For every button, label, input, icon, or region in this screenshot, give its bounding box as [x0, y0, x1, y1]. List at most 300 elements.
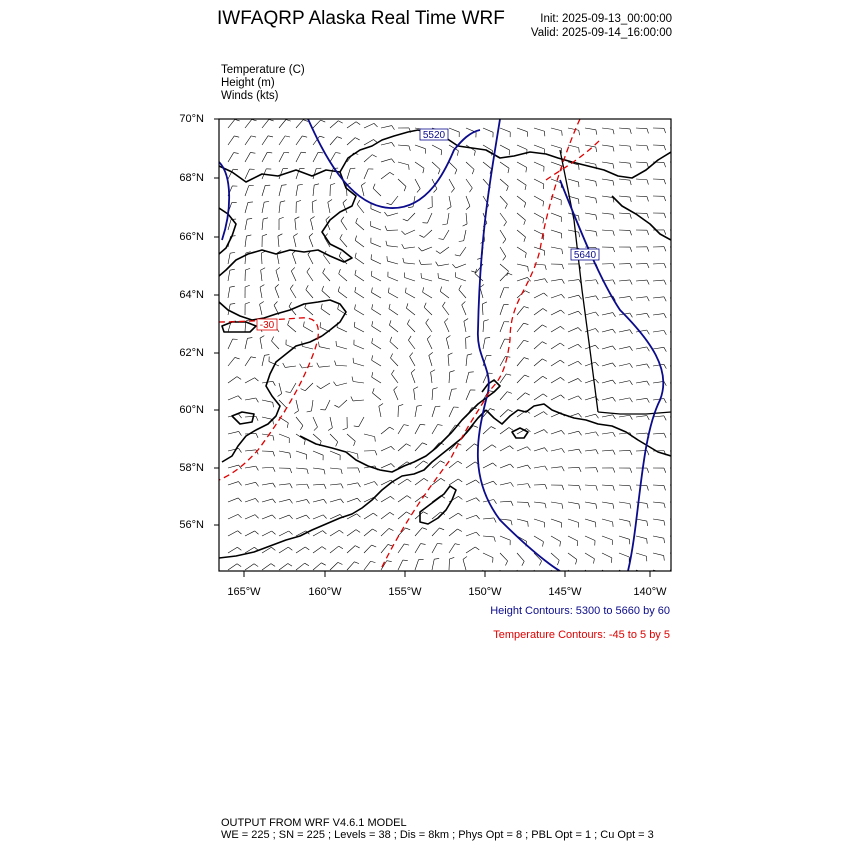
wind-barb — [401, 230, 415, 234]
wind-barb — [500, 230, 506, 243]
lat-label-62: 62°N — [179, 347, 204, 359]
wind-barb — [653, 433, 666, 438]
wind-barb — [414, 387, 418, 400]
wind-barb — [500, 322, 509, 332]
wind-barb — [351, 396, 364, 400]
wind-barb — [447, 196, 451, 209]
wind-barb — [466, 179, 472, 192]
wind-barb — [296, 120, 308, 128]
wind-barb — [372, 288, 381, 298]
wind-barb — [483, 337, 490, 349]
wind-barb — [279, 531, 293, 536]
wind-barb — [602, 329, 616, 333]
wind-barb — [517, 465, 531, 469]
wind-barb — [534, 342, 547, 349]
wind-barb — [415, 461, 428, 468]
wind-barb — [636, 297, 649, 301]
wind-barb — [602, 450, 615, 455]
wind-barb — [330, 152, 340, 162]
wind-barb — [402, 244, 415, 248]
wind-barb — [381, 464, 395, 468]
wind-barb — [585, 553, 594, 564]
wind-barb — [500, 428, 513, 434]
wind-barb — [371, 221, 381, 230]
wind-barb — [602, 519, 613, 527]
wind-barb — [534, 128, 545, 136]
wind-barb — [336, 341, 347, 349]
wind-barb — [279, 451, 291, 458]
wind-barb — [262, 467, 275, 472]
wind-barb — [585, 536, 595, 545]
wind-barb — [534, 466, 547, 470]
wind-barb — [636, 230, 649, 235]
height-contour-west — [219, 162, 229, 240]
wind-barb — [364, 123, 378, 128]
wind-barb — [670, 297, 683, 301]
wind-barb — [653, 416, 666, 420]
wind-barb — [415, 424, 425, 434]
wind-barb — [483, 427, 496, 434]
wind-barb — [483, 518, 496, 522]
wind-barb — [602, 230, 614, 236]
wind-barb — [245, 186, 254, 196]
wind-barb — [262, 400, 274, 407]
wind-barb — [500, 446, 513, 451]
wind-barb — [317, 363, 330, 367]
wind-barb — [245, 202, 253, 213]
wind-barb — [364, 513, 377, 519]
wind-barb — [398, 404, 403, 417]
wind-barb — [245, 398, 258, 402]
wind-barb — [500, 247, 506, 260]
wind-barb — [347, 530, 360, 536]
wind-barb — [406, 303, 415, 315]
wind-barb — [279, 152, 289, 162]
wind-barb — [228, 465, 242, 469]
wind-barb — [466, 336, 471, 349]
chart-title: IWFAQRP Alaska Real Time WRF — [217, 8, 505, 29]
wind-barb — [500, 553, 508, 565]
wind-barb — [653, 247, 666, 252]
wind-barb — [398, 179, 406, 191]
wind-barb — [384, 212, 398, 216]
wind-barb — [262, 152, 272, 162]
wind-barb — [551, 294, 565, 298]
wind-barb — [653, 330, 666, 334]
wind-barb — [339, 269, 347, 281]
wind-barb — [330, 562, 342, 570]
wind-barb — [260, 285, 264, 298]
wind-barb — [389, 304, 398, 315]
wind-barb — [381, 427, 394, 434]
wind-barb — [388, 272, 398, 281]
wind-barb — [483, 481, 497, 485]
wind-barb — [619, 468, 632, 473]
wind-barb — [585, 213, 597, 220]
wind-barb — [262, 381, 275, 385]
wind-barb — [422, 213, 432, 223]
wind-barb — [551, 570, 557, 583]
wind-barb — [294, 400, 298, 413]
wind-barb — [636, 313, 649, 317]
wind-barb — [585, 196, 597, 203]
wind-barb — [279, 217, 284, 230]
wind-barb — [602, 179, 614, 186]
wind-barb — [330, 121, 343, 128]
valid-time: Valid: 2025-09-14_16:00:00 — [530, 27, 672, 39]
wind-barb — [389, 320, 398, 332]
wind-barb — [404, 273, 415, 281]
wind-barb — [653, 347, 666, 351]
wind-barb — [455, 247, 466, 256]
wind-barb — [228, 531, 241, 536]
wind-barb — [355, 253, 364, 264]
wind-barb — [534, 179, 544, 189]
wind-barb — [483, 162, 492, 174]
seward-peninsula-coastline — [219, 172, 356, 276]
wind-barb — [670, 399, 683, 403]
wind-barb — [636, 196, 648, 201]
wind-barb — [279, 468, 292, 473]
wind-barb — [347, 168, 355, 179]
wind-barb — [466, 444, 479, 451]
coastlines — [219, 130, 671, 558]
temp-contour-east — [380, 119, 580, 571]
wind-barb — [361, 182, 365, 196]
height-contour-note: Height Contours: 5300 to 5660 by 60 — [490, 605, 670, 617]
wind-barb — [585, 128, 597, 135]
wind-barb — [260, 302, 264, 315]
wind-barb — [619, 364, 633, 368]
wind-barb — [517, 375, 529, 383]
wind-barb — [466, 532, 480, 536]
wind-barb — [636, 433, 649, 437]
wind-barb — [426, 319, 432, 332]
wind-barb — [670, 145, 683, 150]
wind-barb — [245, 285, 250, 298]
wind-barb — [670, 230, 683, 235]
wind-barb — [356, 218, 364, 230]
wind-barb — [294, 233, 298, 247]
wind-barb — [357, 200, 364, 213]
wind-barb — [429, 352, 433, 366]
wind-barb — [534, 325, 547, 332]
wind-barb — [670, 162, 683, 167]
lat-label-64: 64°N — [179, 289, 204, 301]
wind-barb — [636, 416, 649, 420]
wind-barb — [653, 196, 666, 201]
wind-barb — [670, 247, 683, 252]
wind-barb — [381, 496, 394, 502]
wind-barb — [636, 162, 648, 168]
wind-barb — [534, 213, 544, 223]
wind-barb — [670, 553, 682, 560]
wind-barb — [653, 297, 666, 301]
wind-barb — [410, 353, 415, 366]
wind-barb — [347, 138, 360, 145]
wind-barb — [415, 528, 427, 536]
wind-barb — [228, 269, 235, 281]
wind-barb — [330, 137, 342, 145]
wind-barb — [322, 286, 330, 298]
wind-barb — [415, 145, 425, 154]
wind-barb — [602, 213, 614, 219]
wind-barb — [534, 485, 547, 490]
wind-barb — [419, 230, 432, 237]
wind-barb — [312, 200, 317, 213]
wind-barb — [411, 369, 415, 383]
wind-barb — [245, 338, 252, 349]
canada-inland-border — [598, 412, 671, 414]
wind-barb — [333, 382, 347, 386]
wind-barb — [296, 184, 303, 196]
wind-barb — [466, 196, 470, 210]
wind-barb — [500, 162, 509, 173]
wind-barb — [432, 558, 439, 570]
wind-barb — [568, 344, 582, 349]
wind-barbs — [228, 119, 683, 583]
wind-barb — [353, 358, 364, 366]
wind-barb — [464, 319, 468, 332]
wind-barb — [602, 468, 615, 473]
wind-barb — [371, 238, 381, 247]
wind-barb — [619, 213, 631, 219]
wind-barb — [619, 264, 632, 269]
wind-barb — [568, 311, 582, 315]
wind-barb — [585, 230, 597, 236]
wind-barb — [347, 468, 360, 473]
wind-barb — [636, 247, 649, 252]
wind-barb — [228, 482, 242, 486]
wind-barb — [449, 461, 462, 468]
wind-barb — [619, 502, 631, 509]
wind-barb — [653, 536, 665, 543]
wind-barb — [653, 213, 666, 218]
wind-barb — [568, 467, 581, 472]
wind-barb — [619, 179, 631, 185]
wind-barb — [415, 559, 424, 570]
bristol-bay-coastline — [300, 432, 452, 472]
wind-barb — [568, 449, 581, 453]
wind-barb — [228, 357, 240, 366]
wind-barb — [440, 287, 449, 298]
wind-barb — [551, 213, 561, 222]
wind-barb — [290, 285, 296, 298]
wind-barb — [602, 485, 614, 491]
wind-barb — [568, 378, 582, 383]
wind-barb — [534, 570, 539, 584]
wind-barb — [386, 196, 398, 205]
wind-barb — [271, 336, 279, 349]
wind-barb — [296, 515, 310, 519]
lon-label-150: 150°W — [468, 586, 502, 598]
wind-barb — [228, 396, 242, 400]
yukon-delta-coastline — [222, 336, 322, 462]
wind-barb — [354, 340, 364, 349]
wind-barb — [279, 563, 292, 570]
wind-barb — [670, 179, 683, 184]
wind-barb — [245, 531, 258, 536]
wind-barb — [398, 479, 411, 485]
wind-barb — [354, 417, 364, 427]
wind-barb — [355, 270, 364, 281]
wind-barb — [670, 314, 683, 318]
wind-barb — [466, 515, 480, 519]
wind-barb — [313, 515, 327, 519]
wind-barb — [306, 285, 313, 298]
wind-barb — [636, 145, 648, 151]
wind-barb — [670, 570, 682, 577]
wind-barb — [398, 560, 408, 570]
wind-barb — [341, 217, 347, 230]
wind-barb — [403, 213, 415, 221]
wind-barb — [517, 484, 530, 488]
wind-barb — [568, 485, 581, 490]
wind-barb — [534, 279, 547, 283]
wind-barb — [619, 196, 631, 202]
wind-barb — [319, 342, 330, 349]
wind-barb — [313, 152, 323, 162]
wind-barb — [355, 236, 364, 247]
contour-label-temp-1 — [257, 319, 277, 331]
wind-barb — [228, 286, 235, 298]
lon-label-140: 140°W — [633, 586, 667, 598]
wind-barb — [415, 495, 428, 502]
wind-barb — [636, 519, 648, 526]
wind-barb — [602, 536, 612, 545]
wind-barb — [387, 256, 398, 264]
wind-barb — [286, 383, 296, 393]
canada-border — [560, 150, 598, 412]
svg-text:5520: 5520 — [422, 130, 446, 141]
wind-barb — [517, 323, 528, 332]
wind-barb — [308, 251, 313, 264]
wind-barb — [261, 251, 266, 264]
wind-barb — [534, 308, 547, 315]
wind-barb — [228, 153, 239, 162]
wind-barb — [585, 432, 598, 436]
wind-barb — [354, 322, 364, 332]
wind-barb — [347, 434, 355, 446]
wind-barb — [670, 331, 683, 335]
wind-barb — [653, 502, 665, 508]
wind-barb — [500, 179, 508, 191]
wind-barb — [419, 260, 432, 265]
wind-barb — [313, 531, 326, 536]
wind-barb — [653, 263, 666, 268]
wind-barb — [500, 501, 513, 506]
wind-barb — [568, 502, 580, 509]
wind-barb — [636, 536, 647, 544]
wind-barb — [551, 430, 565, 434]
wind-barb — [500, 339, 510, 349]
wind-barb — [602, 145, 614, 151]
wind-barb — [428, 196, 433, 209]
wind-barb — [364, 561, 375, 570]
lat-label-60: 60°N — [179, 404, 204, 416]
wind-barb — [551, 377, 564, 383]
lon-label-155: 155°W — [388, 586, 422, 598]
wind-barb — [442, 302, 449, 315]
wind-barb — [670, 536, 682, 543]
wind-barb — [436, 247, 449, 253]
wind-barb — [347, 122, 360, 128]
wind-barb — [500, 392, 512, 400]
wind-barb — [330, 183, 335, 196]
wind-barb — [355, 287, 364, 298]
wind-barb — [262, 499, 276, 503]
wind-barb — [372, 355, 381, 366]
wind-barb — [517, 247, 526, 258]
wind-barb — [466, 372, 474, 383]
wind-barb — [228, 498, 242, 502]
wind-barb — [670, 468, 683, 473]
wind-barb — [602, 363, 616, 367]
wind-barb — [619, 230, 632, 235]
wind-barb — [551, 326, 564, 332]
wind-barb — [585, 296, 598, 300]
wind-barb — [551, 247, 563, 254]
wind-barb — [653, 553, 664, 561]
wind-barb — [352, 377, 364, 383]
wind-barb — [449, 389, 457, 400]
wind-barb — [466, 480, 479, 485]
wind-barb — [517, 213, 525, 225]
wind-barb — [551, 467, 564, 471]
wind-barb — [323, 268, 330, 281]
wind-barb — [670, 348, 683, 352]
wind-barb — [602, 415, 615, 419]
wind-barb — [551, 536, 561, 546]
wind-barb — [313, 451, 323, 460]
wind-barb — [245, 218, 252, 230]
wind-barb — [636, 263, 649, 268]
wind-barb — [670, 485, 683, 490]
wind-barb — [438, 273, 449, 281]
wind-barb — [636, 451, 649, 456]
wind-barb — [245, 498, 259, 502]
wind-barb — [517, 340, 528, 349]
wind-barb — [602, 397, 616, 401]
wind-barb — [568, 145, 579, 153]
wind-barb — [500, 196, 507, 209]
wind-barb — [228, 339, 238, 349]
wind-barb — [245, 515, 259, 519]
wind-barb — [313, 468, 325, 474]
wind-barb — [466, 390, 475, 400]
wind-barb — [388, 288, 398, 298]
wind-barb — [670, 263, 683, 268]
wind-barb — [228, 514, 242, 519]
wind-barb — [636, 364, 649, 368]
wind-barb — [347, 546, 360, 553]
wind-barb — [500, 304, 509, 315]
wind-barb — [619, 553, 629, 562]
wind-barb — [636, 179, 648, 185]
wind-barb — [551, 519, 562, 528]
wind-barb — [670, 451, 683, 456]
wind-barb — [551, 448, 565, 452]
wind-barb — [497, 570, 501, 583]
wind-barb — [517, 519, 528, 527]
wind-barb — [475, 269, 483, 281]
wind-barb — [585, 345, 599, 349]
wind-barb — [670, 416, 683, 420]
wind-barb — [449, 544, 460, 553]
wind-barb — [303, 322, 313, 332]
wind-barb — [534, 448, 548, 452]
wind-barb — [245, 357, 256, 366]
